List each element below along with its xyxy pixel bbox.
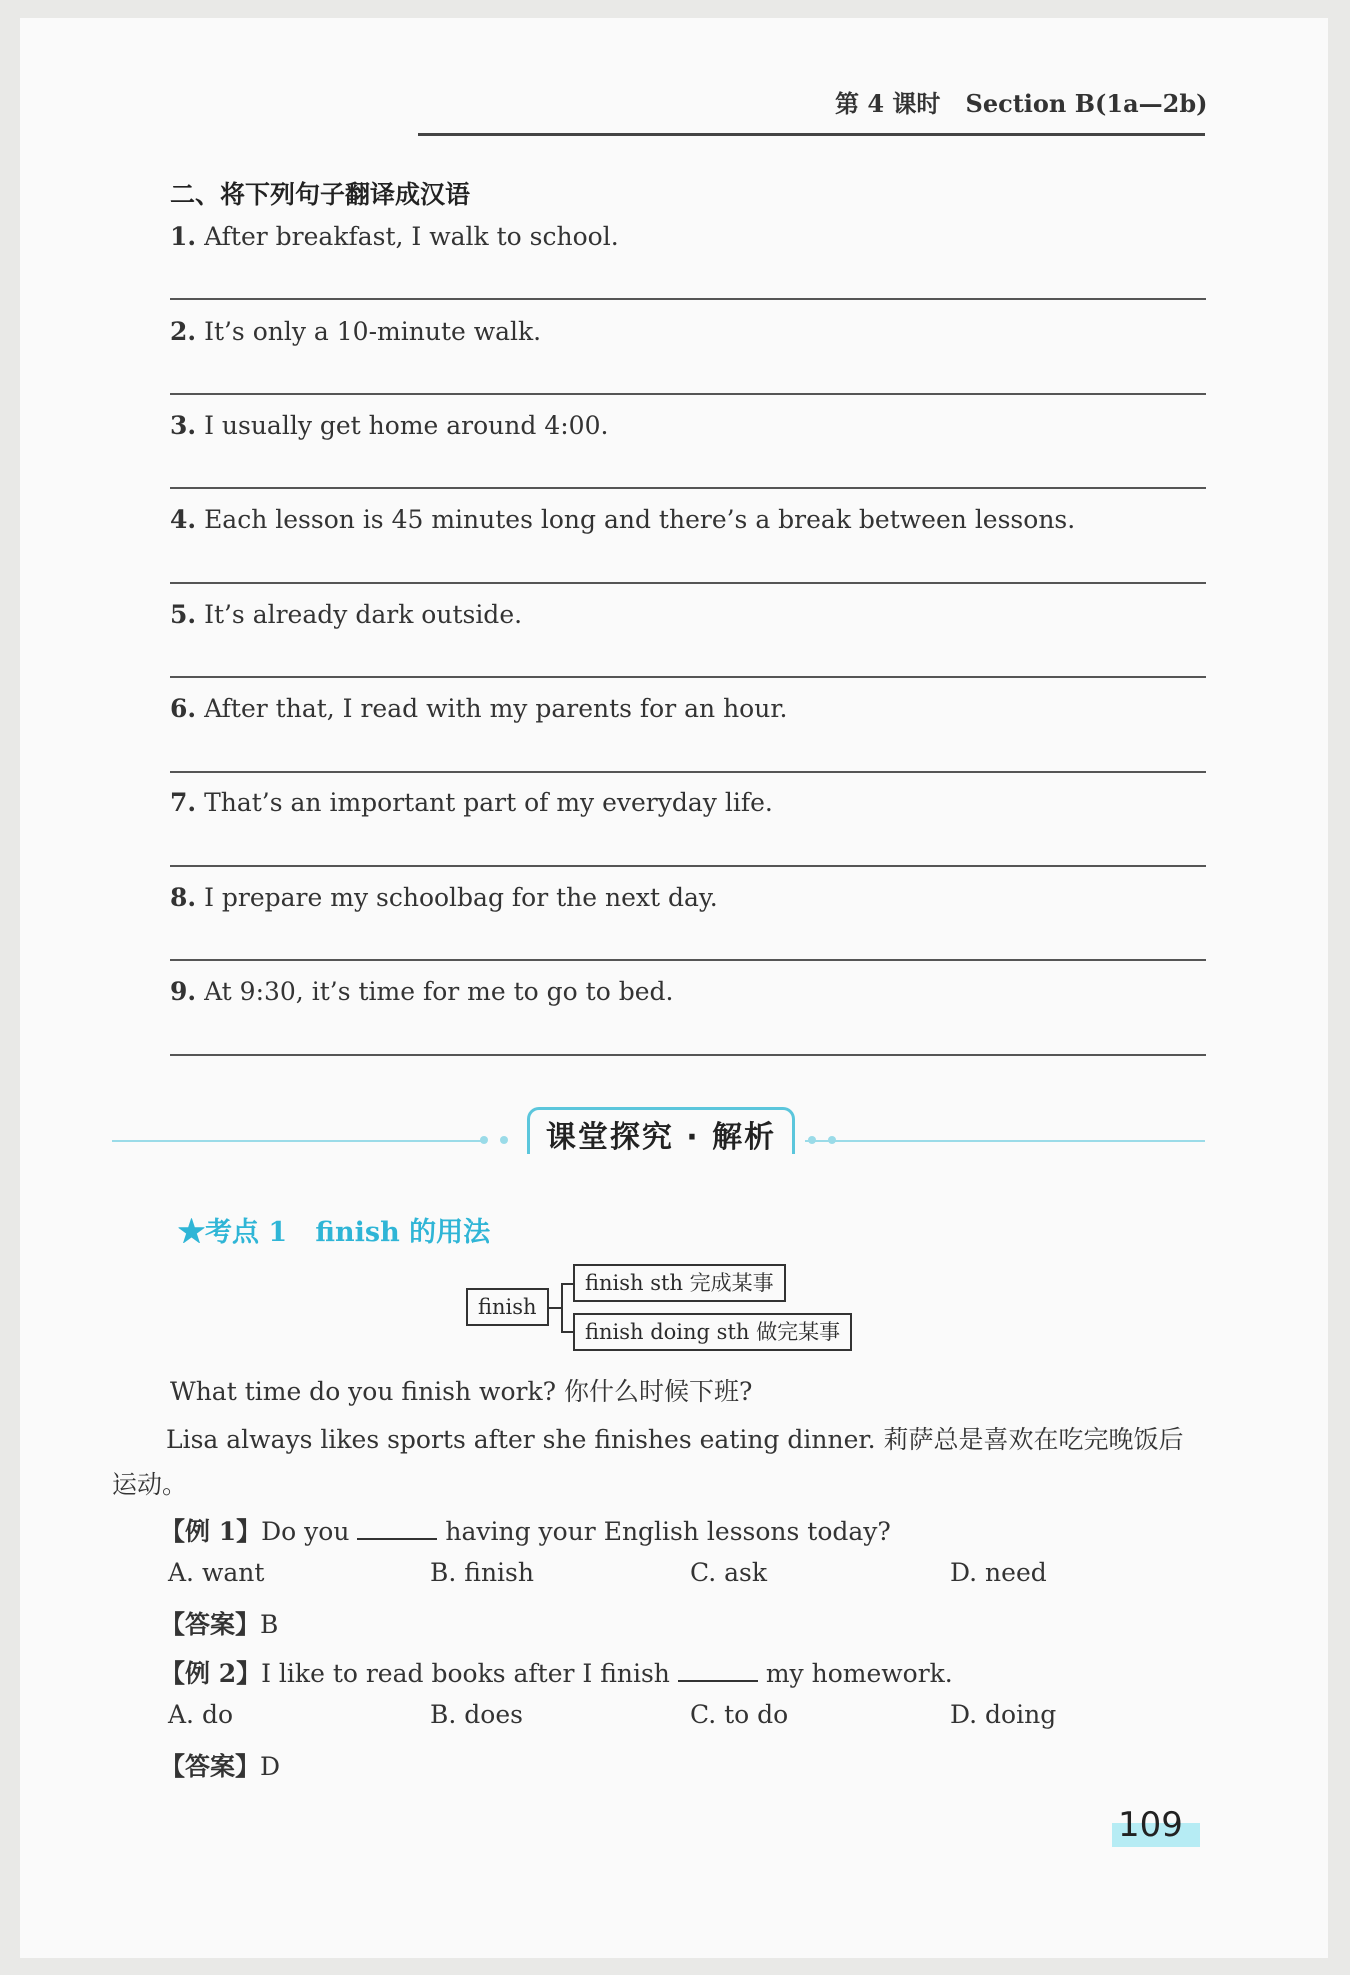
example-text: having your English lessons today?	[445, 1517, 891, 1546]
question-4	[170, 505, 1075, 534]
page-number: 109	[1118, 1805, 1183, 1845]
banner-line-left	[112, 1140, 482, 1142]
question-number: 1.	[170, 222, 197, 251]
diagram-connector	[548, 1307, 562, 1309]
question-text: After that, I read with my parents for an hour.	[204, 694, 788, 723]
answer-line-5[interactable]	[170, 676, 1206, 678]
answer-line-8[interactable]	[170, 959, 1206, 961]
example-tag: 【例 1】	[160, 1517, 262, 1546]
example-1-answer	[160, 1605, 278, 1641]
key-point-heading	[178, 1210, 490, 1249]
answer-tag: 【答案】	[160, 1610, 261, 1639]
diagram-branch-2: finish doing sth 做完某事	[573, 1313, 852, 1351]
question-text: I usually get home around 4:00.	[204, 411, 609, 440]
answer-tag: 【答案】	[160, 1752, 261, 1781]
option-d[interactable]: D. doing	[950, 1700, 1057, 1729]
diagram-root: finish	[466, 1288, 549, 1326]
answer-line-2[interactable]	[170, 393, 1206, 395]
key-point-title: finish 的用法	[315, 1217, 491, 1248]
question-number: 7.	[170, 788, 197, 817]
usage-example-2-cont: 运动。	[112, 1470, 188, 1499]
banner-dot	[480, 1136, 488, 1144]
banner-line-right	[805, 1140, 1205, 1142]
option-a[interactable]: A. do	[168, 1700, 234, 1729]
question-text: After breakfast, I walk to school.	[204, 222, 619, 251]
question-text: Each lesson is 45 minutes long and there’s a break between lessons.	[204, 505, 1076, 534]
example-text: Do you	[261, 1517, 350, 1546]
banner-dot	[808, 1136, 816, 1144]
question-1	[170, 222, 619, 251]
page-header	[835, 84, 1207, 119]
header-rule	[418, 133, 1205, 136]
header-lesson: 第 4 课时	[835, 89, 941, 118]
question-8	[170, 883, 718, 912]
question-number: 2.	[170, 317, 197, 346]
example-2	[160, 1654, 953, 1690]
example-1	[160, 1512, 891, 1548]
example-2-answer	[160, 1747, 280, 1783]
question-3	[170, 411, 608, 440]
header-section: Section B(1a—2b)	[965, 89, 1208, 118]
question-6	[170, 694, 788, 723]
answer-line-7[interactable]	[170, 865, 1206, 867]
answer-line-3[interactable]	[170, 487, 1206, 489]
option-b[interactable]: B. does	[430, 1700, 523, 1729]
banner-dot	[828, 1136, 836, 1144]
question-text: I prepare my schoolbag for the next day.	[204, 883, 718, 912]
question-text: That’s an important part of my everyday life.	[204, 788, 773, 817]
question-5	[170, 600, 522, 629]
question-9	[170, 977, 673, 1006]
diagram-connector	[561, 1331, 573, 1333]
question-number: 5.	[170, 600, 197, 629]
option-a[interactable]: A. want	[168, 1558, 265, 1587]
question-text: At 9:30, it’s time for me to go to bed.	[204, 977, 674, 1006]
question-number: 6.	[170, 694, 197, 723]
question-7	[170, 788, 773, 817]
question-number: 4.	[170, 505, 197, 534]
usage-example-1: What time do you finish work? 你什么时候下班?	[170, 1377, 753, 1406]
answer-value: B	[260, 1610, 279, 1639]
section-title: 二、将下列句子翻译成汉语	[170, 180, 471, 209]
option-c[interactable]: C. to do	[690, 1700, 789, 1729]
fill-blank[interactable]	[678, 1660, 758, 1682]
usage-example-2: Lisa always likes sports after she finishes eating dinner. 莉萨总是喜欢在吃完晚饭后	[166, 1425, 1184, 1454]
option-b[interactable]: B. finish	[430, 1558, 534, 1587]
banner-dot	[500, 1136, 508, 1144]
diagram-branch-1: finish sth 完成某事	[573, 1264, 786, 1302]
option-c[interactable]: C. ask	[690, 1558, 768, 1587]
banner-title: 课堂探究 · 解析	[545, 1120, 777, 1155]
example-tag: 【例 2】	[160, 1659, 262, 1688]
answer-value: D	[260, 1752, 281, 1781]
question-text: It’s already dark outside.	[204, 600, 523, 629]
option-d[interactable]: D. need	[950, 1558, 1047, 1587]
example-text: I like to read books after I finish	[261, 1659, 670, 1688]
diagram-connector	[561, 1283, 573, 1285]
question-number: 3.	[170, 411, 197, 440]
question-text: It’s only a 10-minute walk.	[204, 317, 542, 346]
fill-blank[interactable]	[357, 1518, 437, 1540]
answer-line-6[interactable]	[170, 771, 1206, 773]
answer-line-1[interactable]	[170, 298, 1206, 300]
question-number: 9.	[170, 977, 197, 1006]
example-text: my homework.	[765, 1659, 953, 1688]
key-point-label: ★考点 1	[178, 1217, 288, 1248]
answer-line-4[interactable]	[170, 582, 1206, 584]
question-number: 8.	[170, 883, 197, 912]
question-2	[170, 317, 541, 346]
diagram-connector	[561, 1283, 563, 1333]
answer-line-9[interactable]	[170, 1054, 1206, 1056]
